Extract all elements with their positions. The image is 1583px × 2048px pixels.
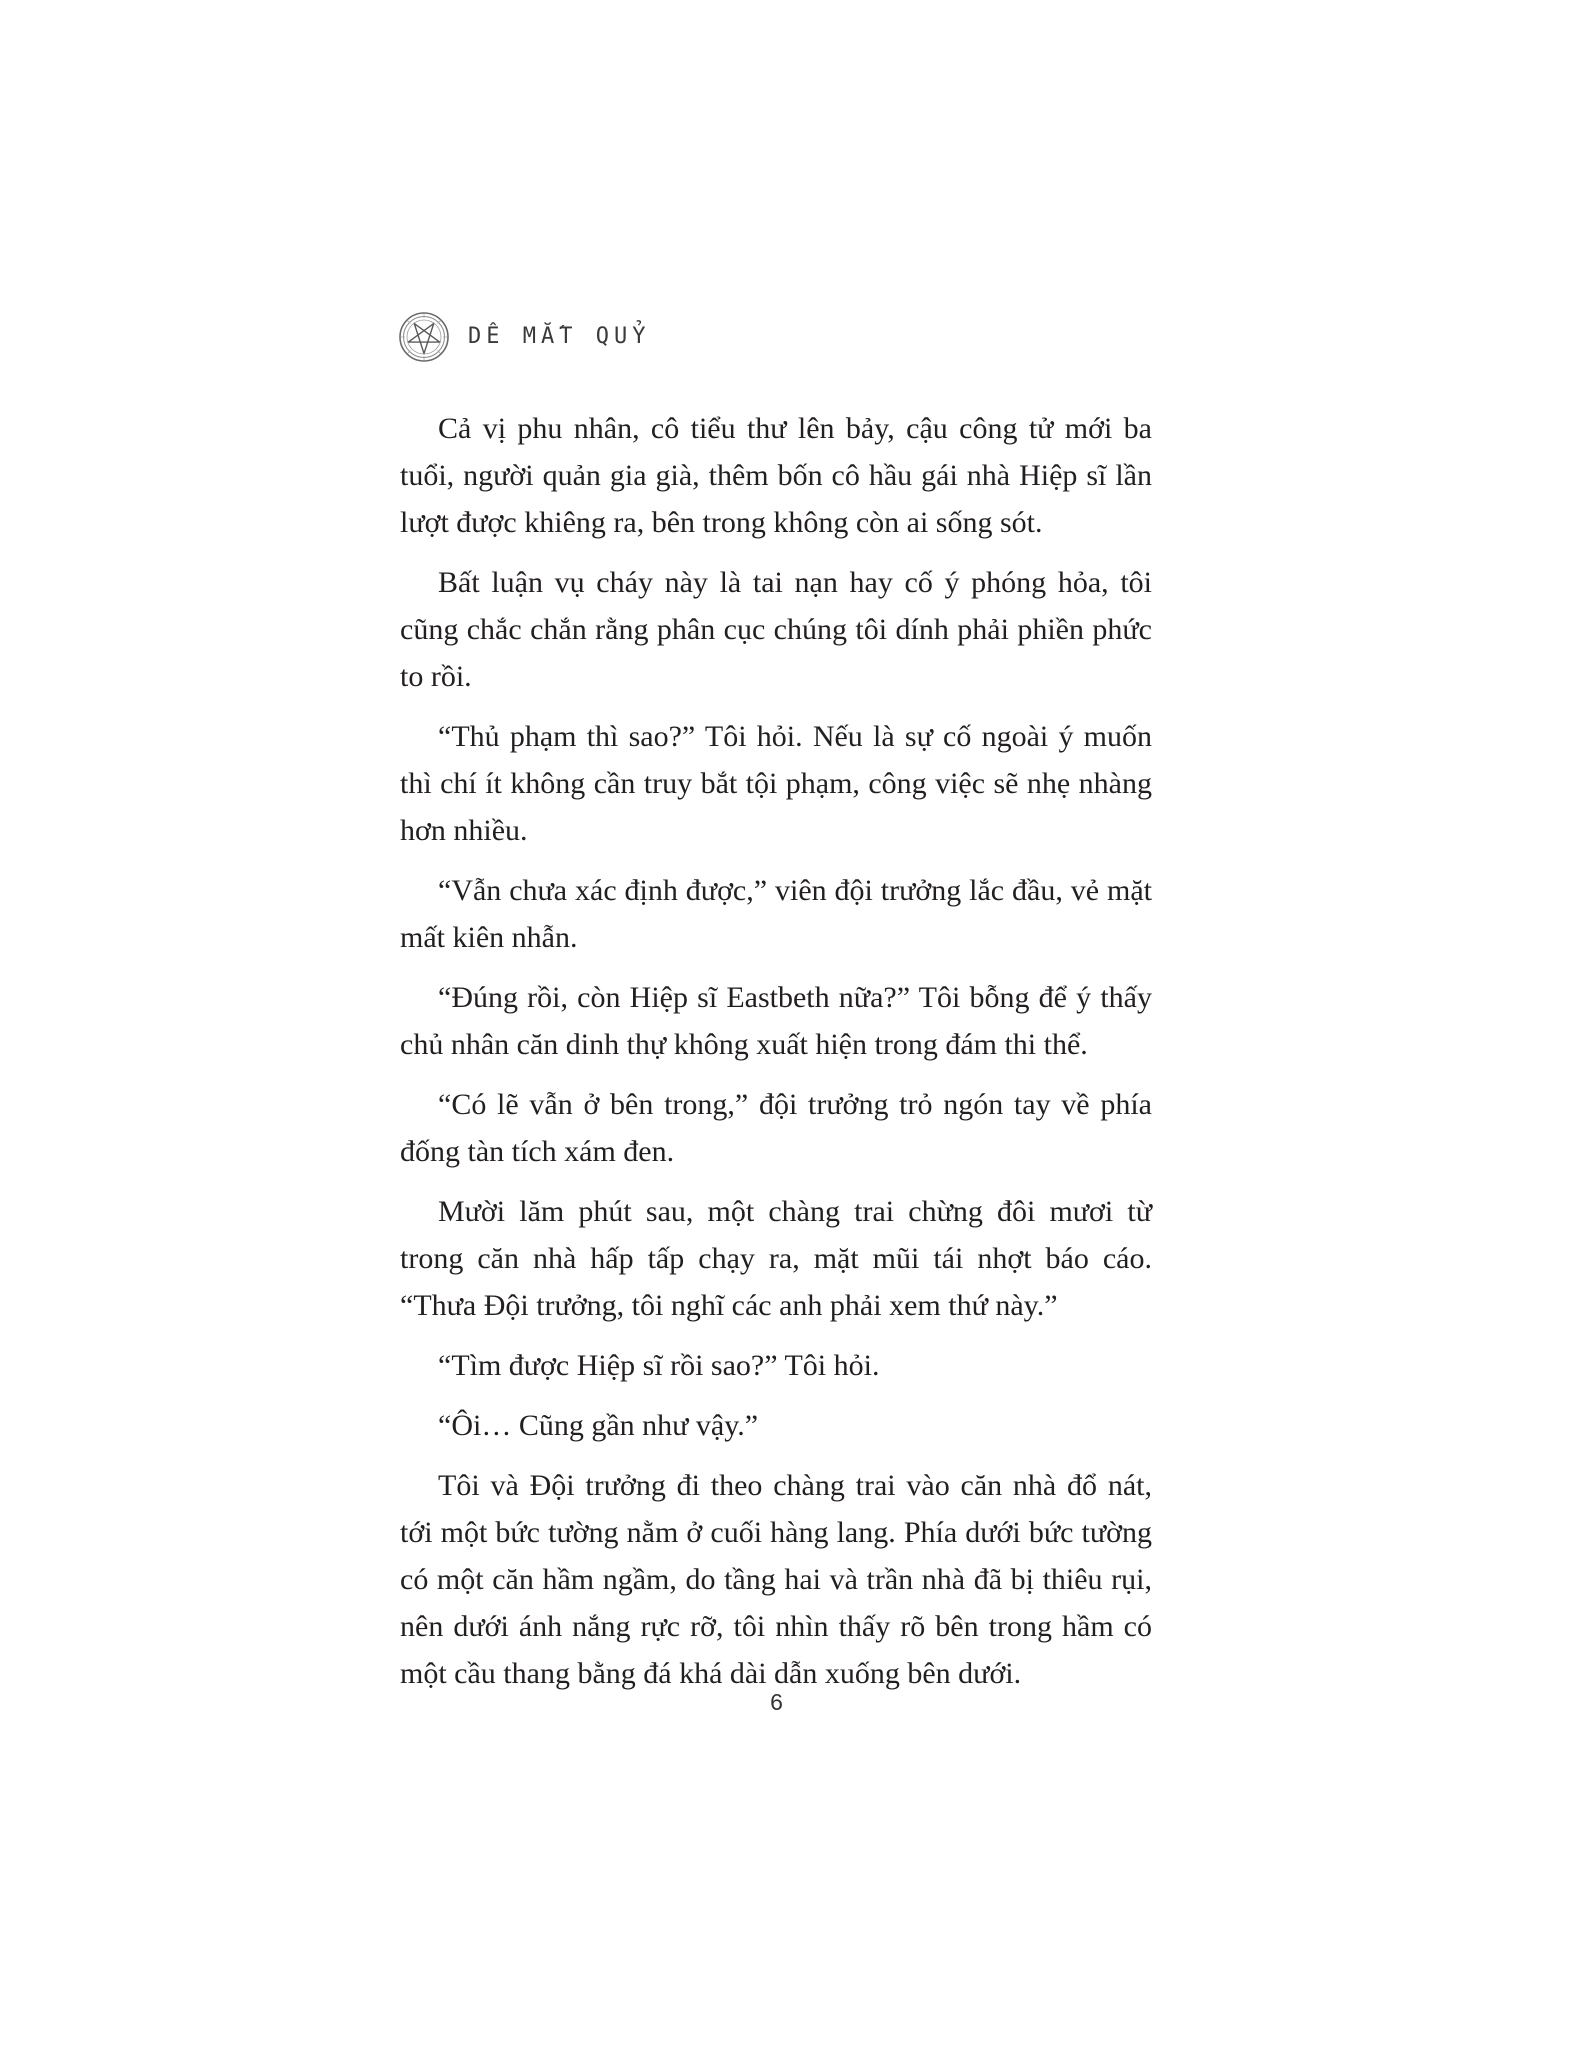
book-title: DÊ MẮT QUỶ — [468, 324, 651, 349]
paragraph: Bất luận vụ cháy này là tai nạn hay cố ý phóng hỏa, tôi cũng chắc chắn rằng phân cục chúng tôi dính phải phiền phức to rồi. — [400, 566, 1152, 693]
paragraph: “Vẫn chưa xác định được,” viên đội trưởng lắc đầu, vẻ mặt mất kiên nhẫn. — [400, 874, 1152, 954]
running-header — [398, 311, 650, 363]
paragraph: “Ôi… Cũng gần như vậy.” — [438, 1409, 759, 1442]
page-number: 6 — [770, 1689, 783, 1715]
pentagram-seal-icon — [398, 311, 450, 363]
paragraph: Mười lăm phút sau, một chàng trai chừng đôi mươi từ trong căn nhà hấp tấp chạy ra, mặt mũi tái nhợt báo cáo. “Thưa Đội trưởng, tôi nghĩ các anh phải xem thứ này.” — [400, 1195, 1152, 1322]
paragraph: “Thủ phạm thì sao?” Tôi hỏi. Nếu là sự cố ngoài ý muốn thì chí ít không cần truy bắt tội phạm, công việc sẽ nhẹ nhàng hơn nhiều. — [400, 720, 1152, 847]
paragraph: “Tìm được Hiệp sĩ rồi sao?” Tôi hỏi. — [438, 1349, 880, 1382]
paragraph: Cả vị phu nhân, cô tiểu thư lên bảy, cậu công tử mới ba tuổi, người quản gia già, thêm bốn cô hầu gái nhà Hiệp sĩ lần lượt được khiêng ra, bên trong không còn ai sống sót. — [400, 412, 1152, 539]
paragraph: “Có lẽ vẫn ở bên trong,” đội trưởng trỏ ngón tay về phía đống tàn tích xám đen. — [400, 1088, 1152, 1168]
paragraph: “Đúng rồi, còn Hiệp sĩ Eastbeth nữa?” Tôi bỗng để ý thấy chủ nhân căn dinh thự không xuất hiện trong đám thi thể. — [400, 981, 1152, 1061]
chapter-body — [400, 405, 1152, 1710]
paragraph: Tôi và Đội trưởng đi theo chàng trai vào căn nhà đổ nát, tới một bức tường nằm ở cuối hàng lang. Phía dưới bức tường có một căn hầm ngầm, do tầng hai và trần nhà đã bị thiêu rụi, nên dưới ánh nắng rực rỡ, tôi nhìn thấy rõ bên trong hầm có một cầu thang bằng đá khá dài dẫn xuống bên dưới. — [400, 1469, 1152, 1690]
